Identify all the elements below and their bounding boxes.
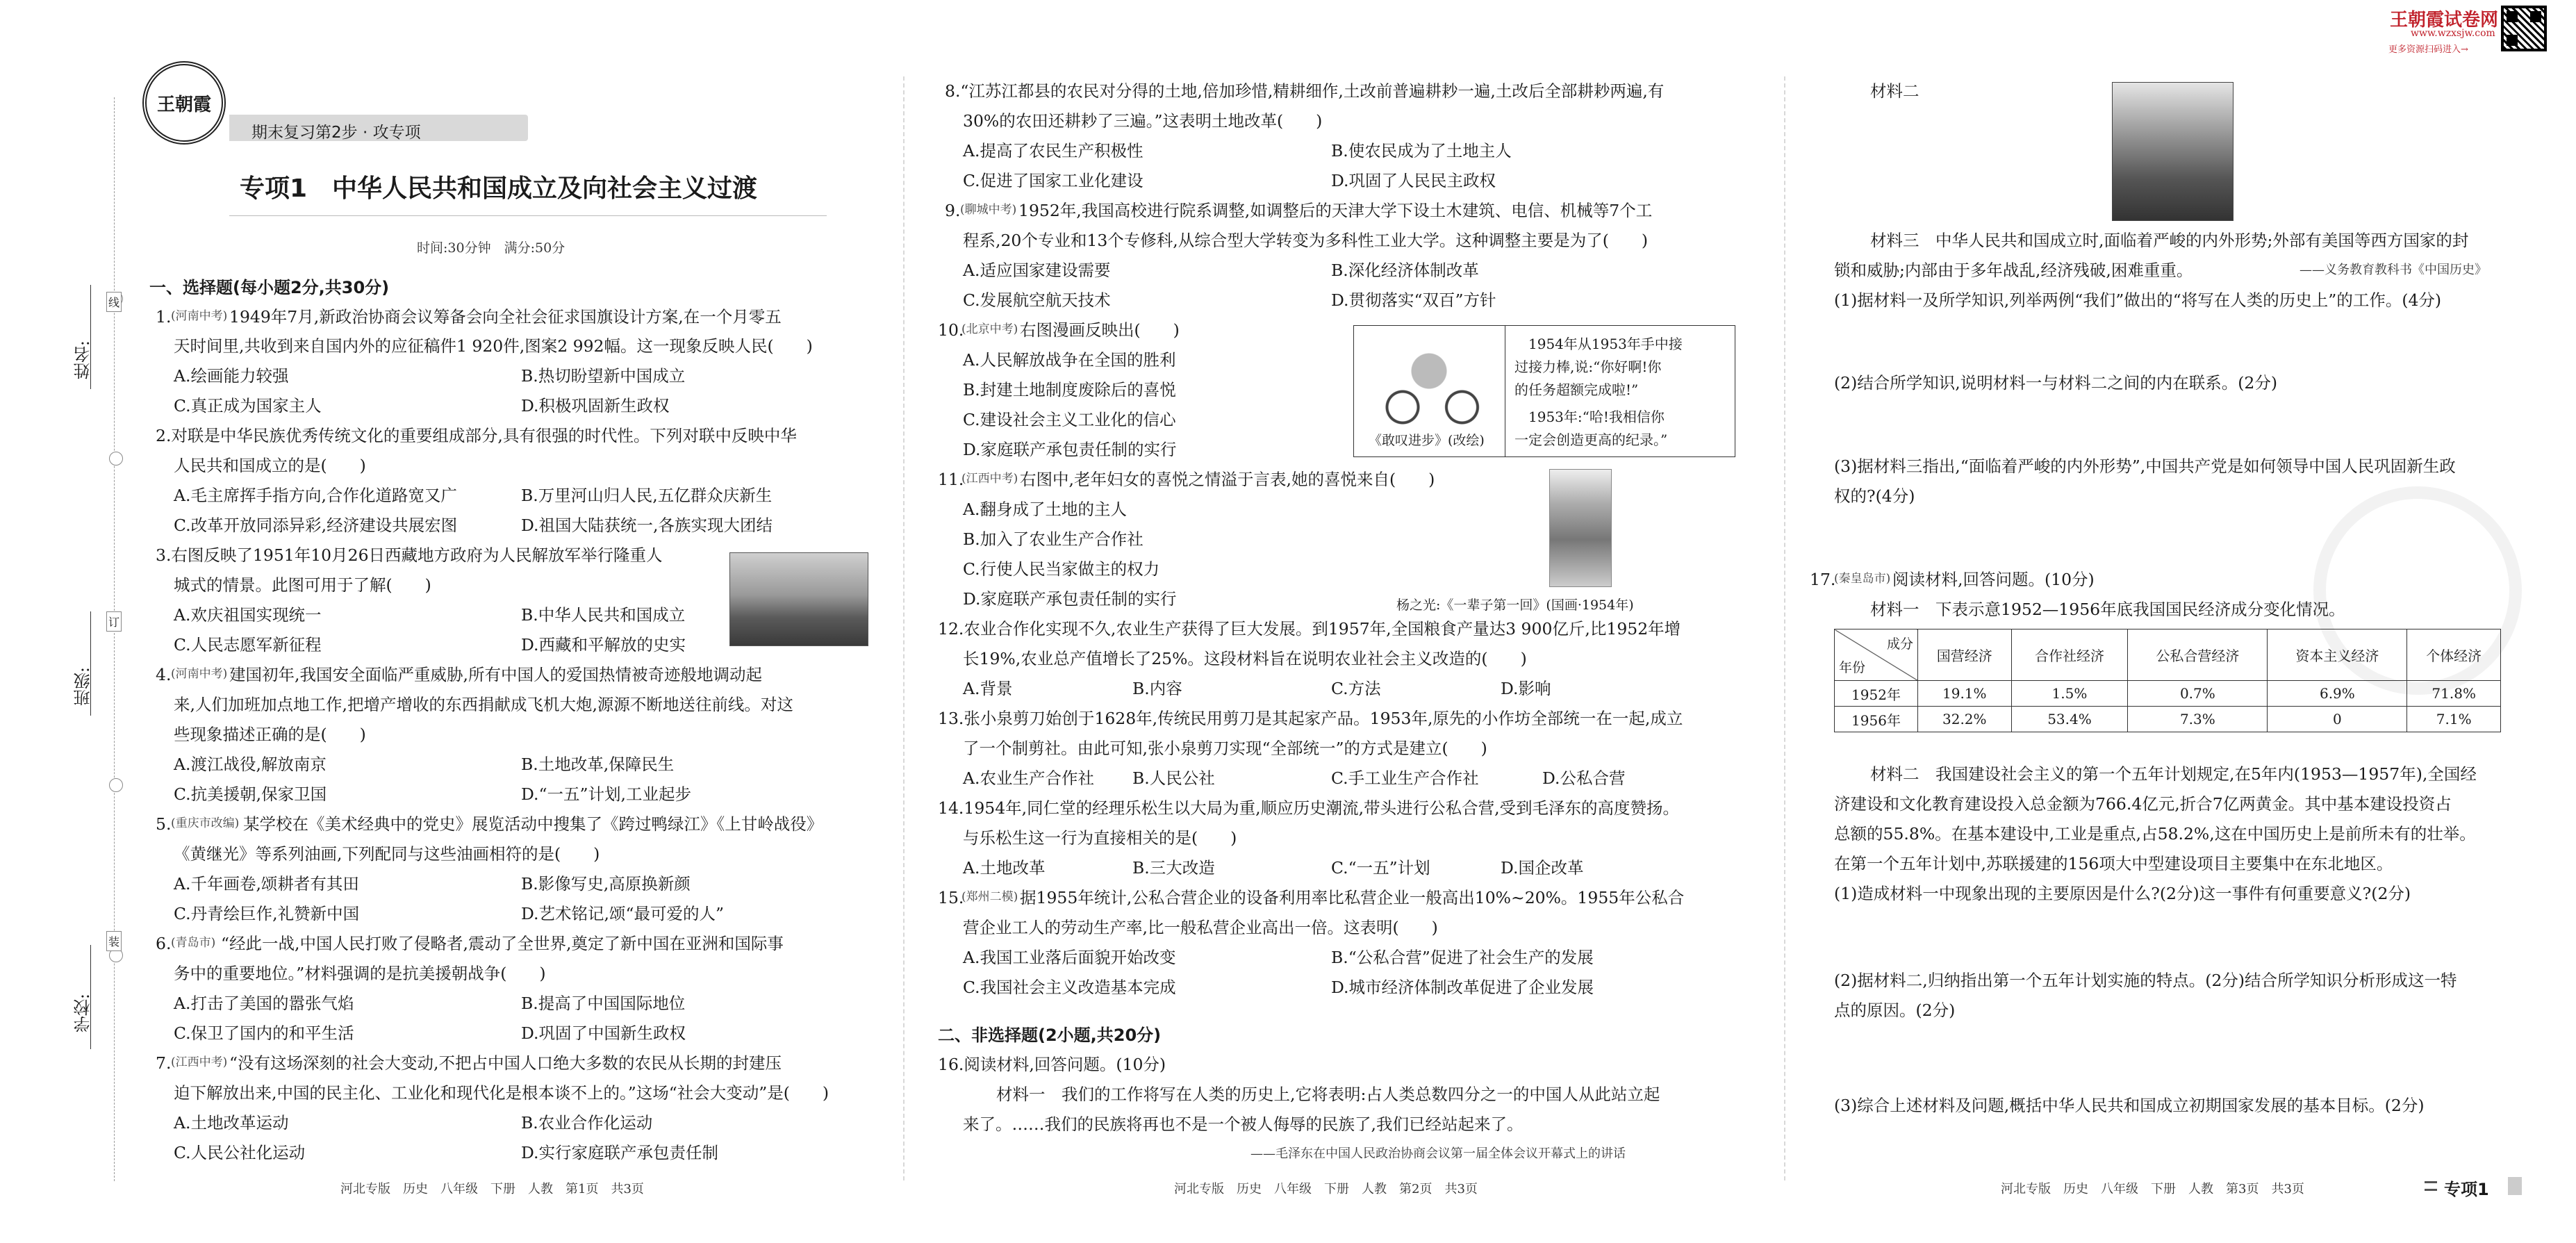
name-field-line[interactable] <box>90 285 91 389</box>
question-text: C.改革开放同添异彩,经济建设共展宏图 <box>174 516 458 535</box>
table-header-row <box>1835 629 2501 681</box>
brand-logo-text: 王朝霞 <box>156 94 211 115</box>
table-cell: 0 <box>2268 707 2407 732</box>
question-text: C.人民公社化运动 <box>174 1143 306 1162</box>
question-text: 长19%,农业总产值增长了25%。这段材料旨在说明农业社会主义改造的( ) <box>963 649 1527 668</box>
painting-image <box>1549 469 1612 587</box>
question-text: D.国企改革 <box>1501 858 1584 878</box>
question-source-tag: (秦皇岛市) <box>1834 572 1891 586</box>
binding-mark: 线 <box>106 292 122 312</box>
question-text: C.发展航空航天技术 <box>963 290 1111 310</box>
table-cell: 32.2% <box>1918 707 2012 732</box>
question-text: (3)据材料三指出,“面临着严峻的内外形势”,中国共产党是如何领导中国人民巩固新生政 <box>1834 456 2456 476</box>
time-score: 时间:30分钟 满分:50分 <box>417 240 565 256</box>
footer-tag: 专项1 <box>2444 1180 2489 1199</box>
question-text: “经此一战,中国人民打败了侵略者,震动了全世界,奠定了新中国在亚洲和国际事 <box>221 934 784 953</box>
question-text: C.人民志愿军新征程 <box>174 635 322 655</box>
question-text: D.祖国大陆获统一,各族实现大团结 <box>521 516 773 535</box>
question-text: ——义务教育教科书《中国历史》 <box>2300 263 2487 277</box>
question-text: B.加入了农业生产合作社 <box>963 529 1143 549</box>
column-divider <box>903 76 905 1180</box>
question-text: B.农业合作化运动 <box>521 1113 653 1133</box>
question-text: 建国初年,我国安全面临严重威胁,所有中国人的爱国热情被奇迹般地调动起 <box>229 665 762 684</box>
question-text: A.渡江战役,解放南京 <box>174 755 327 774</box>
question-text: A.翻身成了土地的主人 <box>963 500 1127 519</box>
table-cell: 71.8% <box>2407 681 2501 707</box>
question-text: 1. <box>156 307 172 327</box>
table-cell: 53.4% <box>2011 707 2128 732</box>
question-text: 天时间里,共收到来自国内外的应征稿件1 920件,图案2 992幅。这一现象反映人民( ) <box>174 336 813 356</box>
question-text: D.艺术铭记,颂“最可爱的人” <box>521 904 724 923</box>
question-text: A.人民解放战争在全国的胜利 <box>963 350 1176 370</box>
question-text: C.促进了国家工业化建设 <box>963 171 1143 190</box>
class-field-line[interactable] <box>90 611 91 716</box>
question-text: (1)据材料一及所学知识,列举两例“我们”做出的“将写在人类的历史上”的工作。(4分) <box>1834 290 2442 310</box>
table-year: 1956年 <box>1835 707 1918 732</box>
question-text: D.巩固了中国新生政权 <box>521 1023 686 1043</box>
question-text: 材料一 我们的工作将写在人类的历史上,它将表明:占人类总数四分之一的中国人从此站立起 <box>996 1085 1660 1104</box>
question-text: B.三大改造 <box>1132 858 1215 878</box>
question-text: B.封建土地制度废除后的喜悦 <box>963 380 1176 400</box>
economy-table <box>1834 629 2501 732</box>
question-text: 1949年7月,新政治协商会议筹备会向全社会征求国旗设计方案,在一个月零五 <box>229 307 782 327</box>
question-text: A.欢庆祖国实现统一 <box>174 605 322 625</box>
question-text: A.绘画能力较强 <box>174 366 289 386</box>
question-text: D.家庭联产承包责任制的实行 <box>963 589 1177 609</box>
question-text: “没有这场深刻的社会大变动,不把占中国人口绝大多数的农民从长期的封建压 <box>229 1053 782 1073</box>
lhasa-photo <box>729 552 868 646</box>
question-text: 材料一 下表示意1952—1956年底我国国民经济成分变化情况。 <box>1870 600 2345 619</box>
question-text: 与乐松生这一行为直接相关的是( ) <box>963 828 1237 848</box>
binding-mark: 订 <box>106 611 122 632</box>
question-text: D.公私合营 <box>1542 768 1626 788</box>
question-text: 迫下解放出来,中国的民主化、工业化和现代化是根本谈不上的。”这场“社会大变动”是( ) <box>174 1083 829 1103</box>
question-text: 些现象描述正确的是( ) <box>174 725 366 744</box>
footer-tag-bar <box>2508 1177 2522 1195</box>
question-text: C.手工业生产合作社 <box>1331 768 1479 788</box>
cartoon-text: 1954年从1953年手中接 <box>1528 336 1683 352</box>
question-source-tag: (河南中考) <box>171 667 228 681</box>
question-text: 5. <box>156 814 172 834</box>
question-text: B.提高了中国国际地位 <box>521 994 686 1013</box>
table-header: 合作社经济 <box>2011 629 2128 681</box>
question-text: 材料二 我国建设社会主义的第一个五年计划规定,在5年内(1953—1957年),全国经 <box>1870 764 2477 784</box>
question-text: (3)综合上述材料及问题,概括中华人民共和国成立初期国家发展的基本目标。(2分) <box>1834 1096 2425 1115</box>
question-text: 阅读材料,回答问题。(10分) <box>1892 570 2095 589</box>
question-source-tag: (郑州二模) <box>961 890 1018 904</box>
question-text: A.土地改革运动 <box>174 1113 289 1133</box>
question-text: (1)造成材料一中现象出现的主要原因是什么?(2分)这一事件有何重要意义?(2分) <box>1834 884 2411 903</box>
question-text: 某学校在《美术经典中的党史》展览活动中搜集了《跨过鸭绿江》《上甘岭战役》 <box>243 814 823 834</box>
cartoon-text: 1953年:“哈!我相信你 <box>1528 409 1665 425</box>
question-text: 8.“江苏江都县的农民对分得的土地,倍加珍惜,精耕细作,土改前普遍耕耖一遍,土改后全部耕耖两遍,有 <box>945 81 1665 101</box>
question-text: D.巩固了人民民主政权 <box>1331 171 1496 190</box>
painting-caption: 杨之光:《一辈子第一回》(国画·1954年) <box>1396 598 1634 613</box>
question-text: 10. <box>938 320 964 340</box>
table-header: 资本主义经济 <box>2268 629 2407 681</box>
question-text: D.影响 <box>1501 679 1551 698</box>
question-source-tag: (青岛市) <box>171 936 216 950</box>
corner-url[interactable]: www.wzxsjw.com <box>2411 28 2495 39</box>
question-text: B.使农民成为了土地主人 <box>1331 141 1512 160</box>
footer-tag-icon <box>2425 1181 2437 1191</box>
question-text: C.“一五”计划 <box>1331 858 1430 878</box>
page-footer: 河北专版 历史 八年级 下册 人教 第3页 共3页 <box>2001 1182 2304 1196</box>
question-text: D.“一五”计划,工业起步 <box>521 784 691 804</box>
name-field-label: 姓名: <box>74 340 93 380</box>
question-source-tag: (重庆市改编) <box>171 816 240 830</box>
question-text: 7. <box>156 1053 172 1073</box>
question-text: 14.1954年,同仁堂的经理乐松生以大局为重,顺应历史潮流,带头进行公私合营,受到毛泽东的高度赞扬。 <box>938 798 1680 818</box>
title-rule <box>229 215 827 216</box>
question-source-tag: (江西中考) <box>171 1055 228 1069</box>
cartoon-text: 的任务超额完成啦!” <box>1514 381 1639 398</box>
question-text: B.深化经济体制改革 <box>1331 261 1479 280</box>
question-text: 在第一个五年计划中,苏联援建的156项大中型建设项目主要集中在东北地区。 <box>1834 854 2393 873</box>
question-text: (2)据材料二,归纳指出第一个五年计划实施的特点。(2分)结合所学知识分析形成这一特 <box>1834 971 2457 990</box>
section-heading: 二、非选择题(2小题,共20分) <box>938 1026 1162 1045</box>
question-source-tag: (江西中考) <box>961 472 1018 486</box>
question-text: D.实行家庭联产承包责任制 <box>521 1143 718 1162</box>
corner-tip: 更多资源扫码进入→ <box>2388 44 2468 55</box>
question-text: A.土地改革 <box>963 858 1046 878</box>
question-text: D.积极巩固新生政权 <box>521 396 670 415</box>
question-text: 右图漫画反映出( ) <box>1020 320 1180 340</box>
question-text: 城式的情景。此图可用于了解( ) <box>174 575 431 595</box>
question-text: B.“公私合营”促进了社会生产的发展 <box>1331 948 1594 967</box>
question-text: 30%的农田还耕耖了三遍。”这表明土地改革( ) <box>963 111 1323 131</box>
table-cell: 0.7% <box>2128 681 2268 707</box>
question-text: A.打击了美国的嚣张气焰 <box>174 994 354 1013</box>
question-text: ——毛泽东在中国人民政治协商会议第一届全体会议开幕式上的讲话 <box>1250 1146 1626 1161</box>
question-text: 16.阅读材料,回答问题。(10分) <box>938 1055 1166 1074</box>
binding-mark: 装 <box>106 931 122 951</box>
question-text: 材料三 中华人民共和国成立时,面临着严峻的内外形势;外部有美国等西方国家的封 <box>1870 231 2469 250</box>
table-cell: 7.1% <box>2407 707 2501 732</box>
binding-cut-line <box>114 97 115 1181</box>
question-text: C.方法 <box>1331 679 1381 698</box>
question-source-tag: (河南中考) <box>171 309 228 323</box>
table-row <box>1835 681 2501 707</box>
question-text: 1952年,我国高校进行院系调整,如调整后的天津大学下设土木建筑、电信、机械等7个工 <box>1018 201 1653 220</box>
school-field-label: 学校: <box>74 994 93 1033</box>
question-text: 12.农业合作化实现不久,农业生产获得了巨大发展。到1957年,全国粮食产量达3 900亿斤,比1952年增 <box>938 619 1681 639</box>
table-cell: 7.3% <box>2128 707 2268 732</box>
question-text: B.影像写史,高原换新颜 <box>521 874 691 894</box>
question-text: A.农业生产合作社 <box>963 768 1094 788</box>
question-text: 权的?(4分) <box>1834 486 1915 506</box>
question-text: 济建设和文化教育建设投入总金额为766.4亿元,折合7亿两黄金。其中基本建设投资占 <box>1834 794 2452 814</box>
binding-hole <box>109 778 123 792</box>
table-corner-bottom: 年份 <box>1839 660 1866 675</box>
corner-brand: 王朝霞试卷网 <box>2390 10 2499 31</box>
question-text: 务中的重要地位。”材料强调的是抗美援朝战争( ) <box>174 964 546 983</box>
step-label: 期末复习第2步 · 攻专项 <box>251 124 421 142</box>
cartoon-text: 一定会创造更高的纪录。” <box>1514 431 1668 448</box>
question-text: A.我国工业落后面貌开始改变 <box>963 948 1176 967</box>
question-text: 程系,20个专业和13个专修科,从综合型大学转变为多科性工业大学。这种调整主要是为了( ) <box>963 231 1649 250</box>
question-text: 人民共和国成立的是( ) <box>174 456 366 475</box>
page-title: 专项1 中华人民共和国成立及向社会主义过渡 <box>240 174 758 203</box>
table-year: 1952年 <box>1835 681 1918 707</box>
question-text: A.毛主席挥手指方向,合作化道路宽又广 <box>174 486 457 505</box>
question-text: 9. <box>945 201 961 220</box>
question-text: C.行使人民当家做主的权力 <box>963 559 1160 579</box>
page-footer: 河北专版 历史 八年级 下册 人教 第2页 共3页 <box>1174 1182 1478 1196</box>
question-text: 来,人们加班加点地工作,把增产增收的东西捐献成飞机大炮,源源不断地送往前线。对这 <box>174 695 793 714</box>
question-text: A.背景 <box>963 679 1013 698</box>
question-text: 据1955年统计,公私合营企业的设备利用率比私营企业一般高出10%~20%。1955年公私合 <box>1020 888 1685 907</box>
question-text: 《黄继光》等系列油画,下列配同与这些油画相符的是( ) <box>174 844 600 864</box>
cartoon-bicycle-image <box>1363 335 1495 425</box>
table-header: 个体经济 <box>2407 629 2501 681</box>
question-source-tag: (北京中考) <box>961 322 1018 336</box>
question-text: 点的原因。(2分) <box>1834 1001 1956 1020</box>
question-text: 来了。……我们的民族将再也不是一个被人侮辱的民族了,我们已经站起来了。 <box>963 1114 1524 1134</box>
question-text: 6. <box>156 934 172 953</box>
question-text: B.人民公社 <box>1132 768 1215 788</box>
table-cell: 1.5% <box>2011 681 2128 707</box>
question-text: D.城市经济体制改革促进了企业发展 <box>1331 978 1594 997</box>
question-text: (2)结合所学知识,说明材料一与材料二之间的内在联系。(2分) <box>1834 373 2278 393</box>
question-text: C.我国社会主义改造基本完成 <box>963 978 1176 997</box>
binding-hole <box>109 452 123 466</box>
question-text: 2.对联是中华民族优秀传统文化的重要组成部分,具有很强的时代性。下列对联中反映中华 <box>156 426 797 445</box>
question-text: D.贯彻落实“双百”方针 <box>1331 290 1496 310</box>
section-heading: 一、选择题(每小题2分,共30分) <box>149 278 390 297</box>
class-field-label: 班级: <box>74 667 93 707</box>
founding-ceremony-photo <box>2112 82 2234 221</box>
question-text: C.真正成为国家主人 <box>174 396 322 415</box>
question-text: 11. <box>938 470 964 489</box>
question-text: D.西藏和平解放的史实 <box>521 635 686 655</box>
question-text: A.千年画卷,颂耕者有其田 <box>174 874 359 894</box>
question-text: A.提高了农民生产积极性 <box>963 141 1143 160</box>
question-text: 锁和威胁;内部由于多年战乱,经济残破,困难重重。 <box>1834 261 2193 280</box>
question-text: B.万里河山归人民,五亿群众庆新生 <box>521 486 773 505</box>
question-text: 了一个制剪社。由此可知,张小泉剪刀实现“全部统一”的方式是建立( ) <box>963 739 1487 758</box>
page-footer: 河北专版 历史 八年级 下册 人教 第1页 共3页 <box>340 1182 644 1196</box>
brand-logo <box>142 61 226 145</box>
column-divider <box>1784 76 1785 1180</box>
question-text: C.保卫了国内的和平生活 <box>174 1023 354 1043</box>
table-corner-cell <box>1835 629 1918 681</box>
question-text: B.内容 <box>1132 679 1182 698</box>
question-text: 总额的55.8%。在基本建设中,工业是重点,占58.2%,这在中国历史上是前所未有的壮举。 <box>1834 824 2476 843</box>
question-text: 3.右图反映了1951年10月26日西藏地方政府为人民解放军举行隆重人 <box>156 545 663 565</box>
question-text: C.建设社会主义工业化的信心 <box>963 410 1176 429</box>
table-header: 公私合营经济 <box>2128 629 2268 681</box>
question-text: 材料二 <box>1870 81 1919 101</box>
question-text: 营企业工人的劳动生产率,比一般私营企业高出一倍。这表明( ) <box>963 918 1438 937</box>
cartoon-caption: 《敢叹进步》(改绘) <box>1369 433 1485 448</box>
table-header: 国营经济 <box>1918 629 2012 681</box>
question-text: C.丹青绘巨作,礼赞新中国 <box>174 904 360 923</box>
table-cell: 6.9% <box>2268 681 2407 707</box>
question-text: D.家庭联产承包责任制的实行 <box>963 440 1177 459</box>
question-text: B.土地改革,保障民生 <box>521 755 675 774</box>
table-corner-top: 成分 <box>1886 636 1913 652</box>
qr-code-icon[interactable] <box>2501 6 2547 51</box>
question-text: B.中华人民共和国成立 <box>521 605 686 625</box>
question-text: 右图中,老年妇女的喜悦之情溢于言表,她的喜悦来自( ) <box>1020 470 1435 489</box>
question-text: B.热切盼望新中国成立 <box>521 366 686 386</box>
question-text: 17. <box>1810 570 1836 589</box>
table-cell: 19.1% <box>1918 681 2012 707</box>
school-field-line[interactable] <box>90 945 91 1049</box>
question-text: A.适应国家建设需要 <box>963 261 1111 280</box>
question-text: C.抗美援朝,保家卫国 <box>174 784 327 804</box>
question-text: 13.张小泉剪刀始创于1628年,传统民用剪刀是其起家产品。1953年,原先的小作坊全部统一在一起,成立 <box>938 709 1683 728</box>
question-text: 15. <box>938 888 964 907</box>
question-text: 4. <box>156 665 172 684</box>
question-source-tag: (聊城中考) <box>960 203 1017 217</box>
cartoon-text: 过接力棒,说:“你好啊!你 <box>1514 359 1662 375</box>
table-row <box>1835 707 2501 732</box>
